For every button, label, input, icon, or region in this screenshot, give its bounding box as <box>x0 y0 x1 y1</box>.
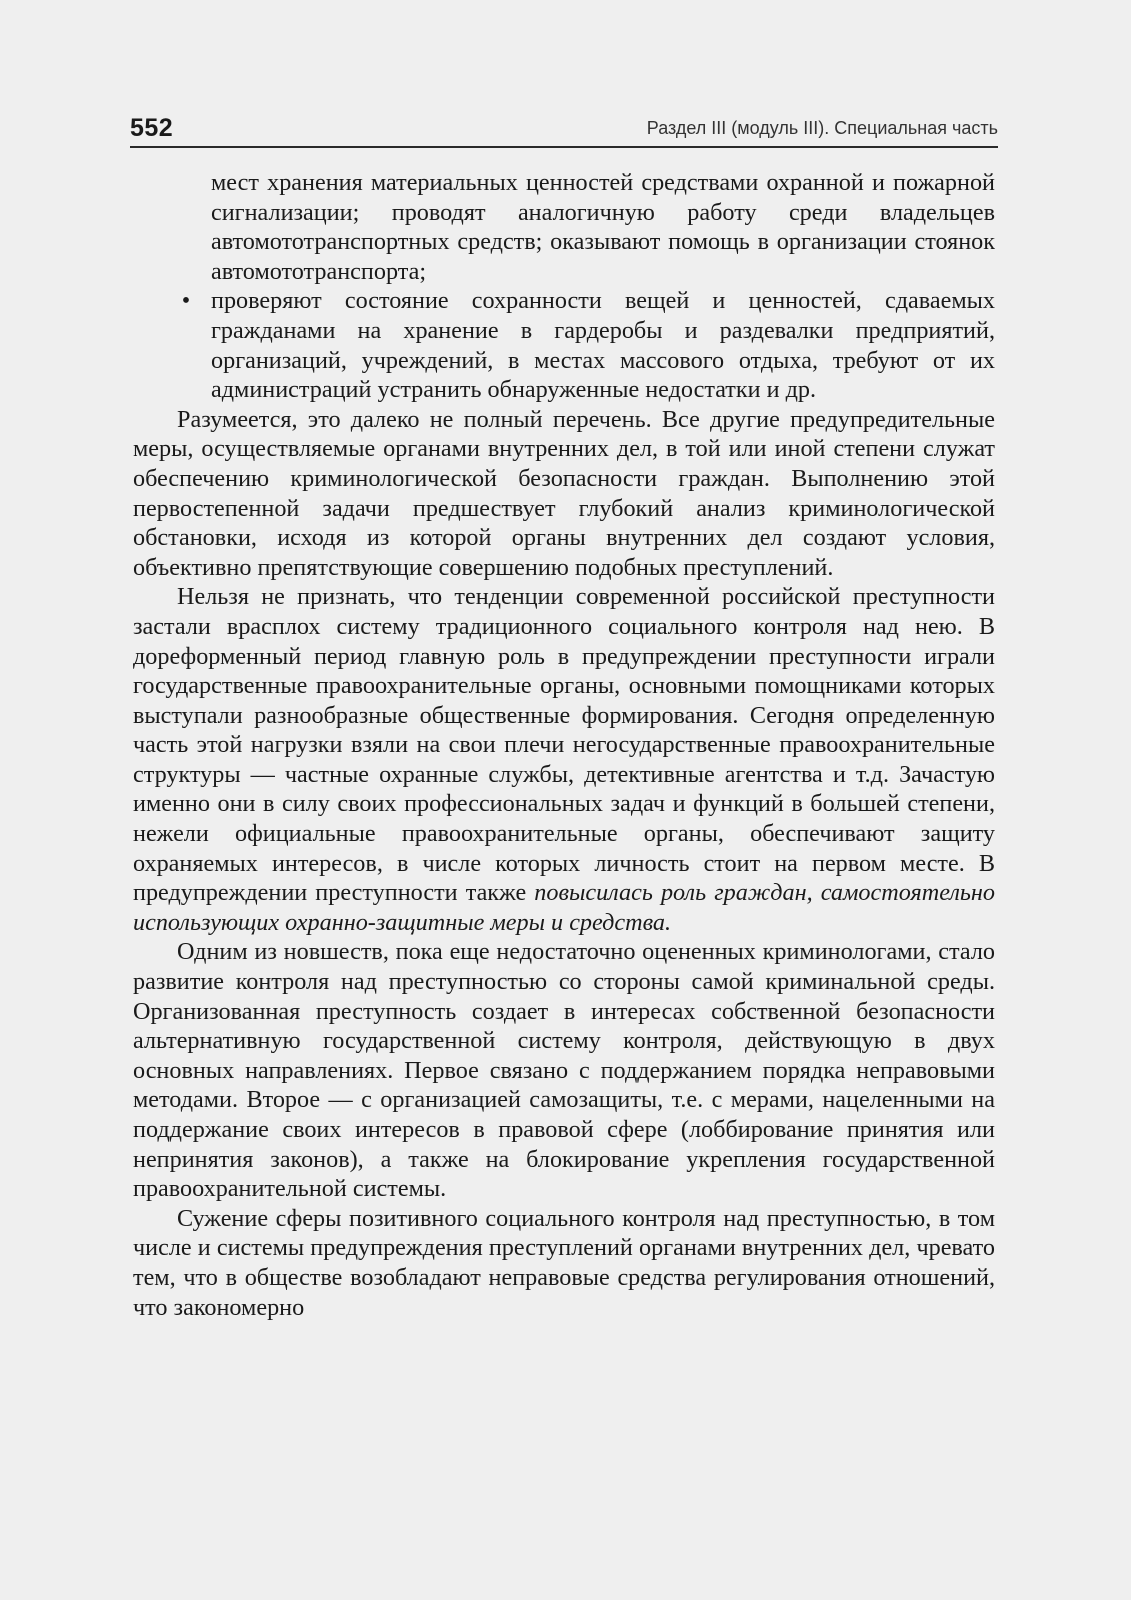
running-head: Раздел III (модуль III). Специальная часть <box>646 118 998 138</box>
page-number: 552 <box>130 114 174 142</box>
paragraph-2 <box>133 582 995 937</box>
bullet-item <box>133 286 995 404</box>
page-header <box>130 112 998 148</box>
bullet-icon: • <box>181 287 191 315</box>
bullet-text: проверяют состояние сохранности вещей и ценностей, сдаваемых гражданами на хранение в гардеробы и раздевалки предприятий, организаций, учреждений, в местах массового отдыха, требуют от их администраций устранить обнаруженные недостатки и др. <box>211 287 995 404</box>
paragraph-3: Одним из новшеств, пока еще недостаточно оцененных криминологами, стало развитие контроля над преступностью со стороны самой криминальной среды. Организованная преступность создает в интересах собственной безопасности альтернативную государственной систему контроля, действующую в двух основных направлениях. Первое связано с поддержанием порядка неправовыми методами. Второе — с организацией самозащиты, т.е. с мерами, нацеленными на поддержание своих интересов в правовой сфере (лоббирование принятия или непринятия законов), а также на блокирование укрепления государственной правоохранительной системы. <box>133 938 995 1203</box>
paragraph-2-text: Нельзя не признать, что тенденции современной российской преступности застали врасплох систему традиционного социального контроля над нею. В дореформенный период главную роль в предупреждении преступности играли государственные правоохранительные органы, основными помощниками которых выступали разнообразные общественные формирования. Сегодня определенную часть этой нагрузки взяли на свои плечи негосударственные правоохранительные структуры — частные охранные службы, детективные агентства и т.д. Зачастую именно они в силу своих профессиональных задач и функций в большей степени, нежели официальные правоохранительные органы, обеспечивают защиту охраняемых интересов, в числе которых личность стоит на первом месте. В предупреждении преступности также <box>133 583 995 907</box>
paragraph-4: Сужение сферы позитивного социального контроля над преступностью, в том числе и системы предупреждения преступлений органами внутренних дел, чревато тем, что в обществе возобладают неправовые средства регулирования отношений, что закономерно <box>133 1204 995 1321</box>
paragraph-1: Разумеется, это далеко не полный перечень. Все другие предупредительные меры, осуществляемые органами внутренних дел, в той или иной степени служат обеспечению криминологической безопасности граждан. Выполнению этой первостепенной задачи предшествует глубокий анализ криминологической обстановки, исходя из которой органы внутренних дел создают условия, объективно препятствующие совершению подобных преступлений. <box>133 405 995 581</box>
paragraph-2-italic: повысилась роль граждан, самостоятельно использующих охранно-защитные меры и средства. <box>133 879 995 936</box>
body-text <box>133 168 995 1322</box>
bullet-continuation: мест хранения материальных ценностей средствами охранной и пожарной сигнализации; проводят аналогичную работу среди владельцев автомототранспортных средств; оказывают помощь в организации стоянок автомототранспорта; <box>211 169 995 285</box>
